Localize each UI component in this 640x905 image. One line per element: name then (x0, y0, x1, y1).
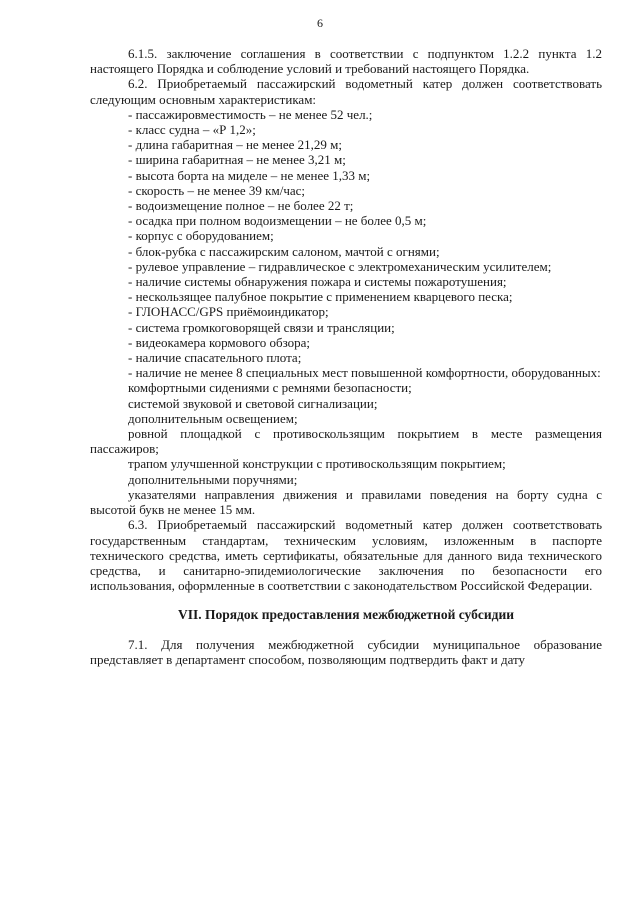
list-item: - ширина габаритная – не менее 3,21 м; (128, 152, 346, 168)
sublist-item: ровной площадкой с противоскользящим покрытием в месте размещения пассажиров; (90, 426, 602, 457)
list-item: - система громкоговорящей связи и трансляции; (128, 319, 395, 335)
sublist-item: системой звуковой и световой сигнализации; (128, 395, 378, 411)
document-body (90, 46, 602, 667)
sublist-item: комфортными сидениями с ремнями безопасности; (128, 380, 412, 396)
sublist-item: указателями направления движения и правилами поведения на борту судна с высотой букв не менее 15 мм. (90, 486, 602, 518)
list-item: - наличие системы обнаружения пожара и системы пожаротушения; (128, 274, 507, 290)
list-item: - наличие спасательного плота; (128, 350, 302, 366)
sublist-item: дополнительным освещением; (128, 410, 298, 426)
list-item: - нескользящее палубное покрытие с применением кварцевого песка; (128, 289, 513, 305)
list-item: - корпус с оборудованием; (128, 228, 274, 244)
list-item: - длина габаритная – не менее 21,29 м; (128, 137, 343, 153)
list-item: - наличие не менее 8 специальных мест повышенной комфортности, оборудованных: (128, 365, 601, 381)
paragraph-6-1-5: 6.1.5. заключение соглашения в соответствии с подпунктом 1.2.2 пункта 1.2 настоящего Порядка и соблюдение условий и требований настоящего Порядка. (90, 46, 602, 77)
equipment-sublist (90, 380, 602, 517)
paragraph-7-1: 7.1. Для получения межбюджетной субсидии муниципальное образование представляет в департамент способом, позволяющим подтвердить факт и дату (90, 636, 602, 667)
list-item: - скорость – не менее 39 км/час; (128, 182, 306, 198)
sublist-item: дополнительными поручнями; (128, 471, 298, 487)
list-item: - осадка при полном водоизмещении – не более 0,5 м; (128, 213, 427, 229)
paragraph-6-3: 6.3. Приобретаемый пассажирский водометный катер должен соответствовать государственным стандартам, техническим условиям, изложенным в паспорте технического средства, иметь сертификаты, обязательные для данного вида технического средства, и санитарно-эпидемиологические заключения по безопасности его использования, оформленные в соответствии с законодательством Российской Федерации. (90, 517, 602, 594)
page-number: 6 (317, 16, 323, 30)
characteristics-list (90, 107, 602, 381)
list-item: - рулевое управление – гидравлическое с электромеханическим усилителем; (128, 258, 552, 274)
list-item: - пассажировместимость – не менее 52 чел.; (128, 106, 373, 122)
list-item: - водоизмещение полное – не более 22 т; (128, 198, 354, 214)
list-item: - блок-рубка с пассажирским салоном, мачтой с огнями; (128, 243, 440, 259)
section-heading: VII. Порядок предоставления межбюджетной субсидии (177, 607, 515, 623)
sublist-item: трапом улучшенной конструкции с противоскользящим покрытием; (128, 456, 506, 472)
list-item: - ГЛОНАСС/GPS приёмоиндикатор; (128, 304, 329, 320)
paragraph-6-2: 6.2. Приобретаемый пассажирский водометный катер должен соответствовать следующим основным характеристикам: (90, 76, 602, 107)
list-item: - высота борта на миделе – не менее 1,33 м; (128, 167, 371, 183)
list-item: - класс судна – «Р 1,2»; (128, 122, 256, 138)
list-item: - видеокамера кормового обзора; (128, 334, 311, 350)
